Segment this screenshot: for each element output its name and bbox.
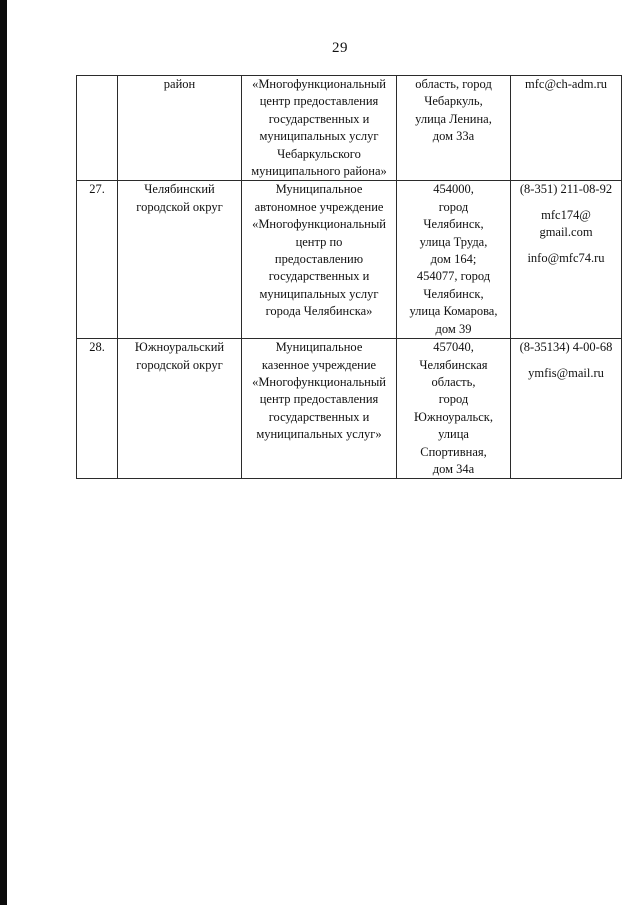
table-row	[77, 339, 622, 479]
address-line: 454000,	[433, 182, 474, 197]
organization-line: казенное учреждение	[261, 357, 377, 372]
address-line: Южноуральск,	[414, 409, 493, 424]
address-line: улица Ленина,	[415, 111, 492, 126]
row-number	[77, 76, 118, 181]
organization-line: Чебаркульского	[277, 146, 361, 161]
organization-cell	[242, 76, 397, 181]
address-cell	[397, 339, 511, 479]
address-line: улица Комарова,	[409, 304, 498, 319]
organization-line: Муниципальное	[275, 182, 363, 197]
organization-line: центр предоставления	[259, 94, 379, 109]
contacts-cell	[511, 339, 622, 479]
organization-line: государственных и	[268, 111, 370, 126]
address-line: улица	[438, 427, 469, 442]
address-line: дом 34а	[432, 461, 475, 476]
table-row	[77, 181, 622, 339]
organization-line: города Челябинска»	[265, 304, 373, 319]
area-cell	[118, 339, 242, 479]
address-line: город	[438, 392, 469, 407]
address-line: дом 33а	[432, 129, 475, 144]
email-text: gmail.com	[539, 225, 593, 240]
table-row	[77, 76, 622, 181]
area-line: район	[163, 77, 196, 91]
address-line: город	[438, 199, 469, 214]
address-line: улица Труда,	[419, 234, 488, 249]
email-text: ymfis@mail.ru	[528, 365, 604, 380]
organization-line: «Многофункциональный	[252, 374, 386, 389]
area-line: городской округ	[136, 357, 223, 372]
spacer	[513, 199, 619, 207]
email-text: mfc174@	[541, 207, 591, 222]
spacer	[513, 242, 619, 250]
address-line: дом 164;	[430, 252, 477, 267]
organization-line: муниципальных услуг»	[256, 427, 382, 442]
scan-edge	[0, 0, 7, 905]
email-text: mfc@ch-adm.ru	[525, 77, 607, 91]
area-cell	[118, 76, 242, 181]
organization-line: автономное учреждение	[254, 199, 384, 214]
organization-line: центр по	[295, 234, 343, 249]
organization-line: центр предоставления	[259, 392, 379, 407]
address-cell	[397, 76, 511, 181]
address-cell	[397, 181, 511, 339]
organization-line: муниципальных услуг	[259, 129, 379, 144]
address-line: 454077, город	[416, 269, 491, 284]
organization-line: Муниципальное	[275, 340, 363, 355]
address-line: Челябинская	[419, 357, 488, 372]
area-line: Южноуральский	[134, 340, 225, 355]
address-line: Спортивная,	[420, 444, 487, 459]
area-line: Челябинский	[144, 182, 215, 197]
spacer	[513, 357, 619, 365]
email-text: info@mfc74.ru	[527, 250, 605, 265]
row-number: 28.	[77, 339, 118, 479]
organization-line: государственных и	[268, 269, 370, 284]
phone-text: (8-35134) 4-00-68	[519, 340, 613, 355]
organization-line: «Многофункциональный	[252, 77, 386, 91]
contacts-cell	[511, 76, 622, 181]
row-number: 27.	[77, 181, 118, 339]
organization-line: государственных и	[268, 409, 370, 424]
address-line: дом 39	[435, 321, 472, 336]
address-line: область, город	[415, 77, 492, 91]
organization-line: «Многофункциональный	[252, 217, 386, 232]
area-cell	[118, 181, 242, 339]
address-line: Челябинск,	[423, 217, 484, 232]
organization-line: муниципальных услуг	[259, 286, 379, 301]
address-line: 457040,	[433, 340, 474, 355]
area-line: городской округ	[136, 199, 223, 214]
address-line: Челябинск,	[423, 286, 484, 301]
page-number: 29	[332, 40, 348, 56]
contacts-cell	[511, 181, 622, 339]
address-line: Чебаркуль,	[424, 94, 483, 109]
organization-cell	[242, 181, 397, 339]
phone-text: (8-351) 211-08-92	[519, 182, 613, 197]
organization-cell	[242, 339, 397, 479]
organization-line: муниципального района»	[251, 164, 387, 179]
address-line: область,	[431, 374, 476, 389]
organization-line: предоставлению	[274, 252, 364, 267]
mfc-table	[76, 75, 622, 479]
